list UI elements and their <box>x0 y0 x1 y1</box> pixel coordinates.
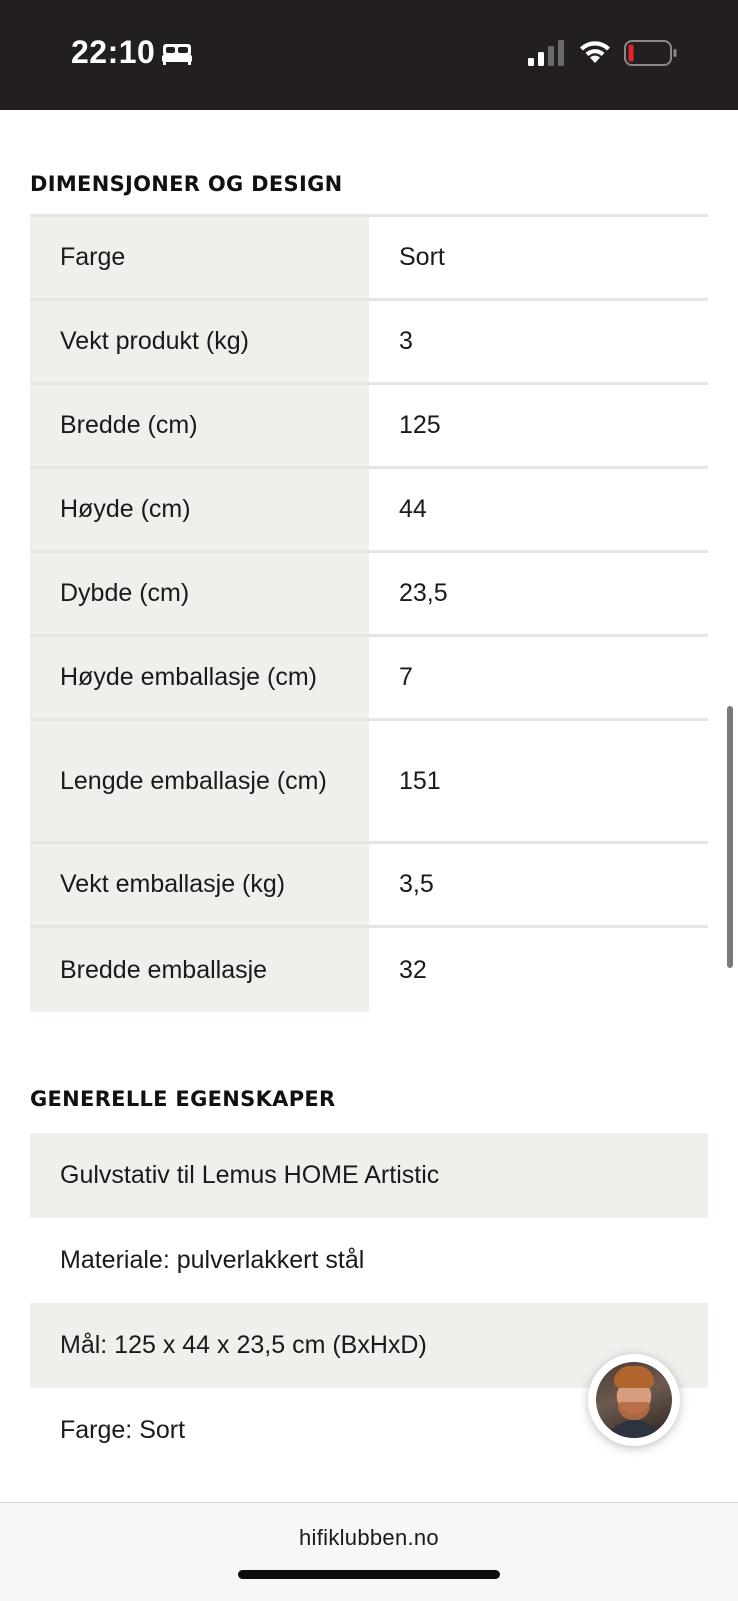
table-row <box>30 637 708 721</box>
spec-key: Farge <box>30 217 369 298</box>
table-row <box>30 928 708 1012</box>
spec-key: Lengde emballasje (cm) <box>30 721 369 841</box>
spec-value: 32 <box>399 955 427 984</box>
table-row <box>30 721 708 844</box>
section-title-dimensions: DIMENSJONER OG DESIGN <box>30 172 343 196</box>
spec-key: Dybde (cm) <box>30 553 369 634</box>
browser-url-bar[interactable] <box>0 1502 738 1601</box>
spec-key: Bredde emballasje <box>30 928 369 1012</box>
table-row <box>30 469 708 553</box>
list-item: Materiale: pulverlakkert stål <box>60 1246 365 1274</box>
spec-key: Vekt produkt (kg) <box>30 301 369 382</box>
dimensions-table <box>30 214 708 1012</box>
spec-key: Bredde (cm) <box>30 385 369 466</box>
url-domain[interactable]: hifiklubben.no <box>299 1525 439 1550</box>
list-item: Mål: 125 x 44 x 23,5 cm (BxHxD) <box>30 1303 708 1388</box>
list-item: Farge: Sort <box>60 1416 186 1444</box>
status-bar <box>0 0 738 110</box>
table-row <box>30 301 708 385</box>
chat-support-button[interactable] <box>588 1354 680 1446</box>
signal-icon <box>528 40 566 71</box>
table-row <box>30 385 708 469</box>
section-title-general: GENERELLE EGENSKAPER <box>30 1087 336 1111</box>
spec-value: 23,5 <box>399 579 448 607</box>
avatar <box>596 1362 672 1438</box>
spec-value: 151 <box>399 766 441 795</box>
status-time: 22:10 <box>71 34 156 70</box>
home-indicator[interactable] <box>238 1570 500 1579</box>
battery-icon <box>624 40 678 71</box>
spec-value: 7 <box>399 663 413 691</box>
table-row <box>30 217 708 301</box>
bed-icon <box>162 42 192 71</box>
spec-key: Høyde (cm) <box>30 469 369 550</box>
scrollbar[interactable] <box>727 706 733 968</box>
spec-value: Sort <box>399 243 445 271</box>
spec-value: 3 <box>399 327 413 355</box>
table-row <box>30 844 708 928</box>
table-row <box>30 553 708 637</box>
spec-value: 125 <box>399 411 441 439</box>
wifi-icon <box>578 39 612 70</box>
spec-key: Vekt emballasje (kg) <box>30 844 369 925</box>
spec-value: 3,5 <box>399 870 434 898</box>
list-item: Gulvstativ til Lemus HOME Artistic <box>30 1133 708 1218</box>
spec-value: 44 <box>399 495 427 523</box>
spec-key: Høyde emballasje (cm) <box>30 637 369 718</box>
